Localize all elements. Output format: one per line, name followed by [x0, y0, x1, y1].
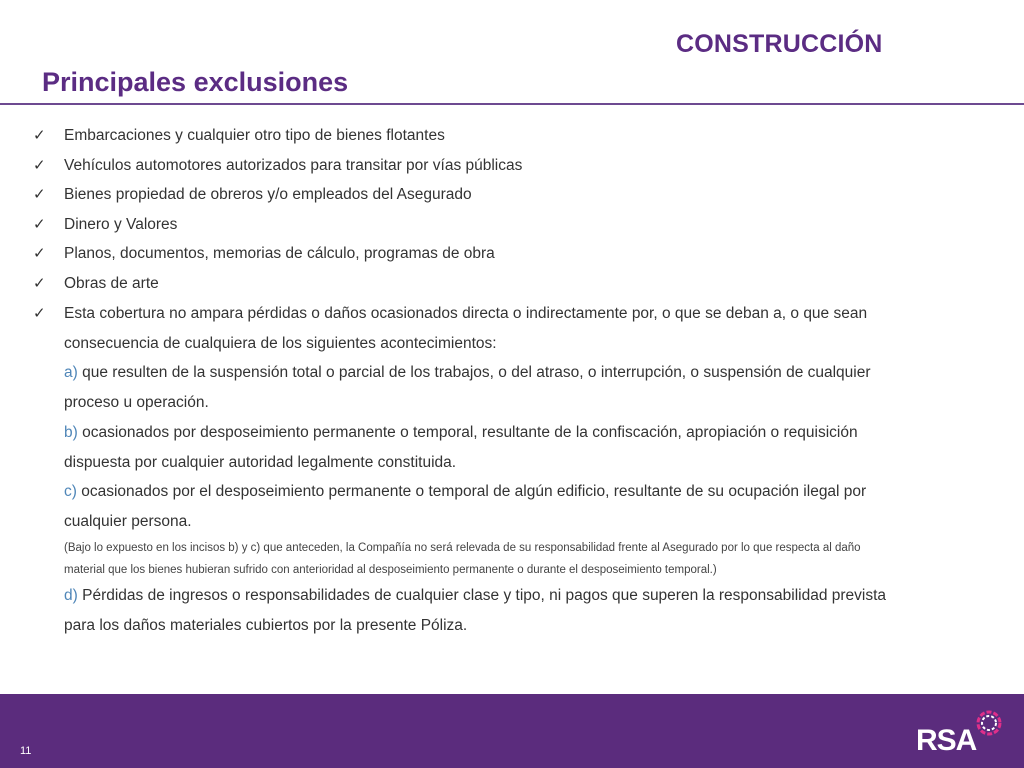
slide-title: Principales exclusiones: [42, 67, 349, 97]
bullet-item: Vehículos automotores autorizados para transitar por vías públicas: [64, 157, 523, 174]
subitem-text: ocasionados por el desposeimiento permanente o temporal de algún edificio, resultante de su ocupación ilegal por: [81, 483, 867, 500]
subitem-letter: b): [64, 424, 78, 441]
bullet-item: Embarcaciones y cualquier otro tipo de bienes flotantes: [64, 127, 445, 144]
subitem-b: [64, 423, 858, 443]
subitem-letter: d): [64, 587, 78, 604]
check-icon: ✓: [33, 157, 46, 174]
bullet-item: Bienes propiedad de obreros y/o empleados del Asegurado: [64, 186, 472, 203]
subitem-c: [64, 482, 866, 502]
check-icon: ✓: [33, 245, 46, 262]
check-icon: ✓: [33, 186, 46, 203]
rsa-swirl-icon: [974, 708, 1004, 738]
bullet-item: Planos, documentos, memorias de cálculo, programas de obra: [64, 245, 495, 262]
bullet-item: Esta cobertura no ampara pérdidas o daños ocasionados directa o indirectamente por, o que se deban a, o que sean: [64, 305, 868, 322]
subitem-b-cont: dispuesta por cualquier autoridad legalmente constituida.: [64, 454, 457, 471]
subitem-letter: c): [64, 483, 77, 500]
bullet-continuation: consecuencia de cualquiera de los siguientes acontecimientos:: [64, 335, 497, 352]
title-divider: [0, 103, 1024, 105]
bullet-item: Obras de arte: [64, 275, 159, 292]
page-number: 11: [20, 745, 32, 757]
section-title: CONSTRUCCIÓN: [676, 30, 883, 58]
subitem-text: que resulten de la suspensión total o parcial de los trabajos, o del atraso, o interrupción, o suspensión de cualquier: [82, 364, 871, 381]
check-icon: ✓: [33, 127, 46, 144]
note-text: (Bajo lo expuesto en los incisos b) y c) que anteceden, la Compañía no será relevada de su responsabilidad frente al Asegurado por lo que respecta al daño: [64, 542, 861, 554]
bullet-item: Dinero y Valores: [64, 216, 178, 233]
footer-bar: [0, 694, 1024, 768]
subitem-text: Pérdidas de ingresos o responsabilidades de cualquier clase y tipo, ni pagos que superen la responsabilidad prevista: [82, 587, 887, 604]
subitem-letter: a): [64, 364, 78, 381]
check-icon: ✓: [33, 216, 46, 233]
check-icon: ✓: [33, 305, 46, 322]
subitem-a: [64, 363, 871, 383]
subitem-d: [64, 586, 886, 606]
check-icon: ✓: [33, 275, 46, 292]
subitem-c-cont: cualquier persona.: [64, 513, 192, 530]
subitem-a-cont: proceso u operación.: [64, 394, 209, 411]
subitem-text: ocasionados por desposeimiento permanente o temporal, resultante de la confiscación, apropiación o requisición: [82, 424, 858, 441]
subitem-d-cont: para los daños materiales cubiertos por la presente Póliza.: [64, 617, 468, 634]
note-text-cont: material que los bienes hubieran sufrido con anterioridad al desposeimiento permanente o durante el desposeimiento temporal.): [64, 564, 717, 576]
rsa-logo: RSA: [916, 724, 977, 757]
